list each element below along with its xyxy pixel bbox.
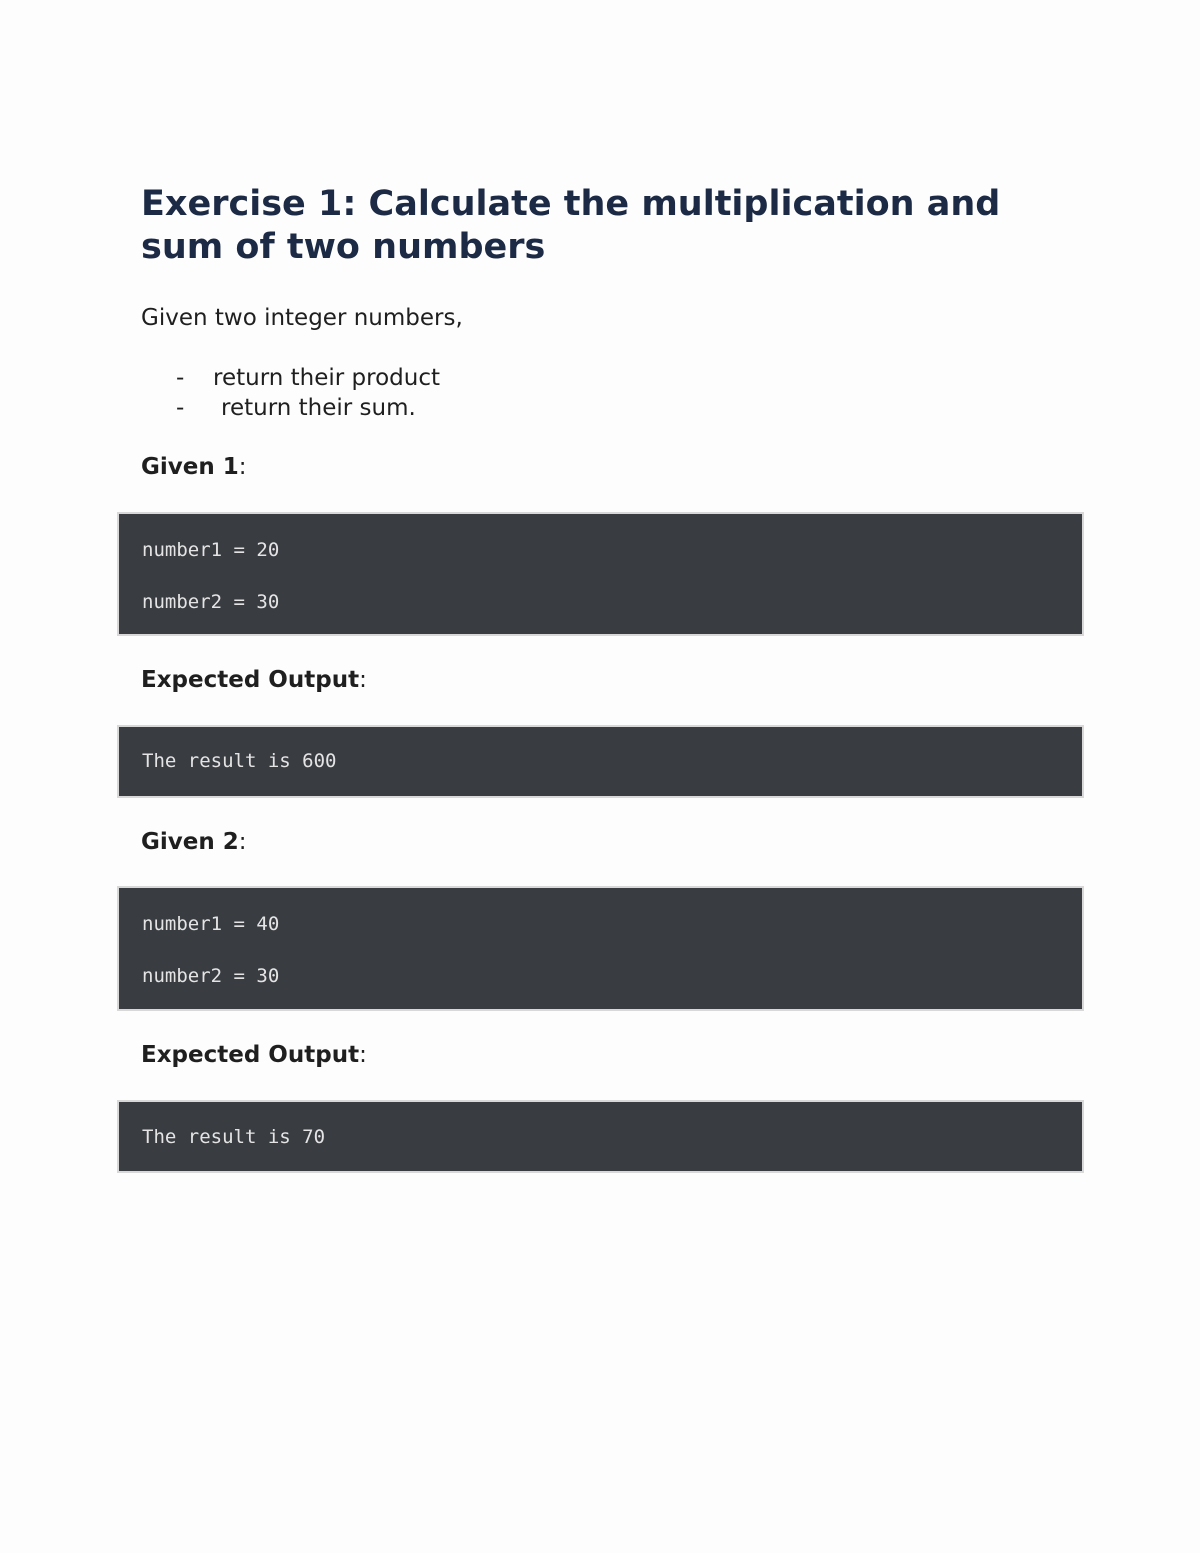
exercise-title: Exercise 1: Calculate the multiplication and sum of two numbers: [141, 184, 1001, 267]
code-line: The result is 70: [142, 1126, 326, 1148]
list-dash: -: [176, 395, 185, 421]
list-dash: -: [176, 365, 185, 391]
list-item-text: return their sum.: [221, 395, 416, 421]
code-line: The result is 600: [142, 750, 337, 772]
task-list: [176, 363, 440, 423]
expected-output-2-code-block: [117, 1100, 1084, 1173]
code-line: number2 = 30: [142, 591, 280, 613]
list-item: [176, 363, 440, 393]
given-2-code-block: [117, 886, 1084, 1011]
code-line: number1 = 20: [142, 539, 280, 561]
given-1-colon: :: [238, 454, 247, 480]
list-item: [176, 393, 440, 423]
expected-output-2-label: Expected Output: [141, 1042, 360, 1068]
expected-output-2-heading: [141, 1040, 367, 1070]
list-item-text: return their product: [213, 365, 441, 391]
expected-output-1-code-block: [117, 725, 1084, 798]
expected-output-2-colon: :: [359, 1042, 367, 1068]
expected-output-1-label: Expected Output: [141, 667, 360, 693]
expected-output-1-colon: :: [359, 667, 367, 693]
code-line: number1 = 40: [142, 913, 280, 935]
code-line: number2 = 30: [142, 965, 280, 987]
given-2-heading: [141, 827, 247, 857]
given-1-heading: [141, 452, 247, 482]
given-1-label: Given 1: [141, 454, 239, 480]
expected-output-1-heading: [141, 665, 367, 695]
given-1-code-block: [117, 512, 1084, 636]
given-2-colon: :: [238, 829, 247, 855]
intro-text: Given two integer numbers,: [141, 305, 463, 331]
given-2-label: Given 2: [141, 829, 239, 855]
